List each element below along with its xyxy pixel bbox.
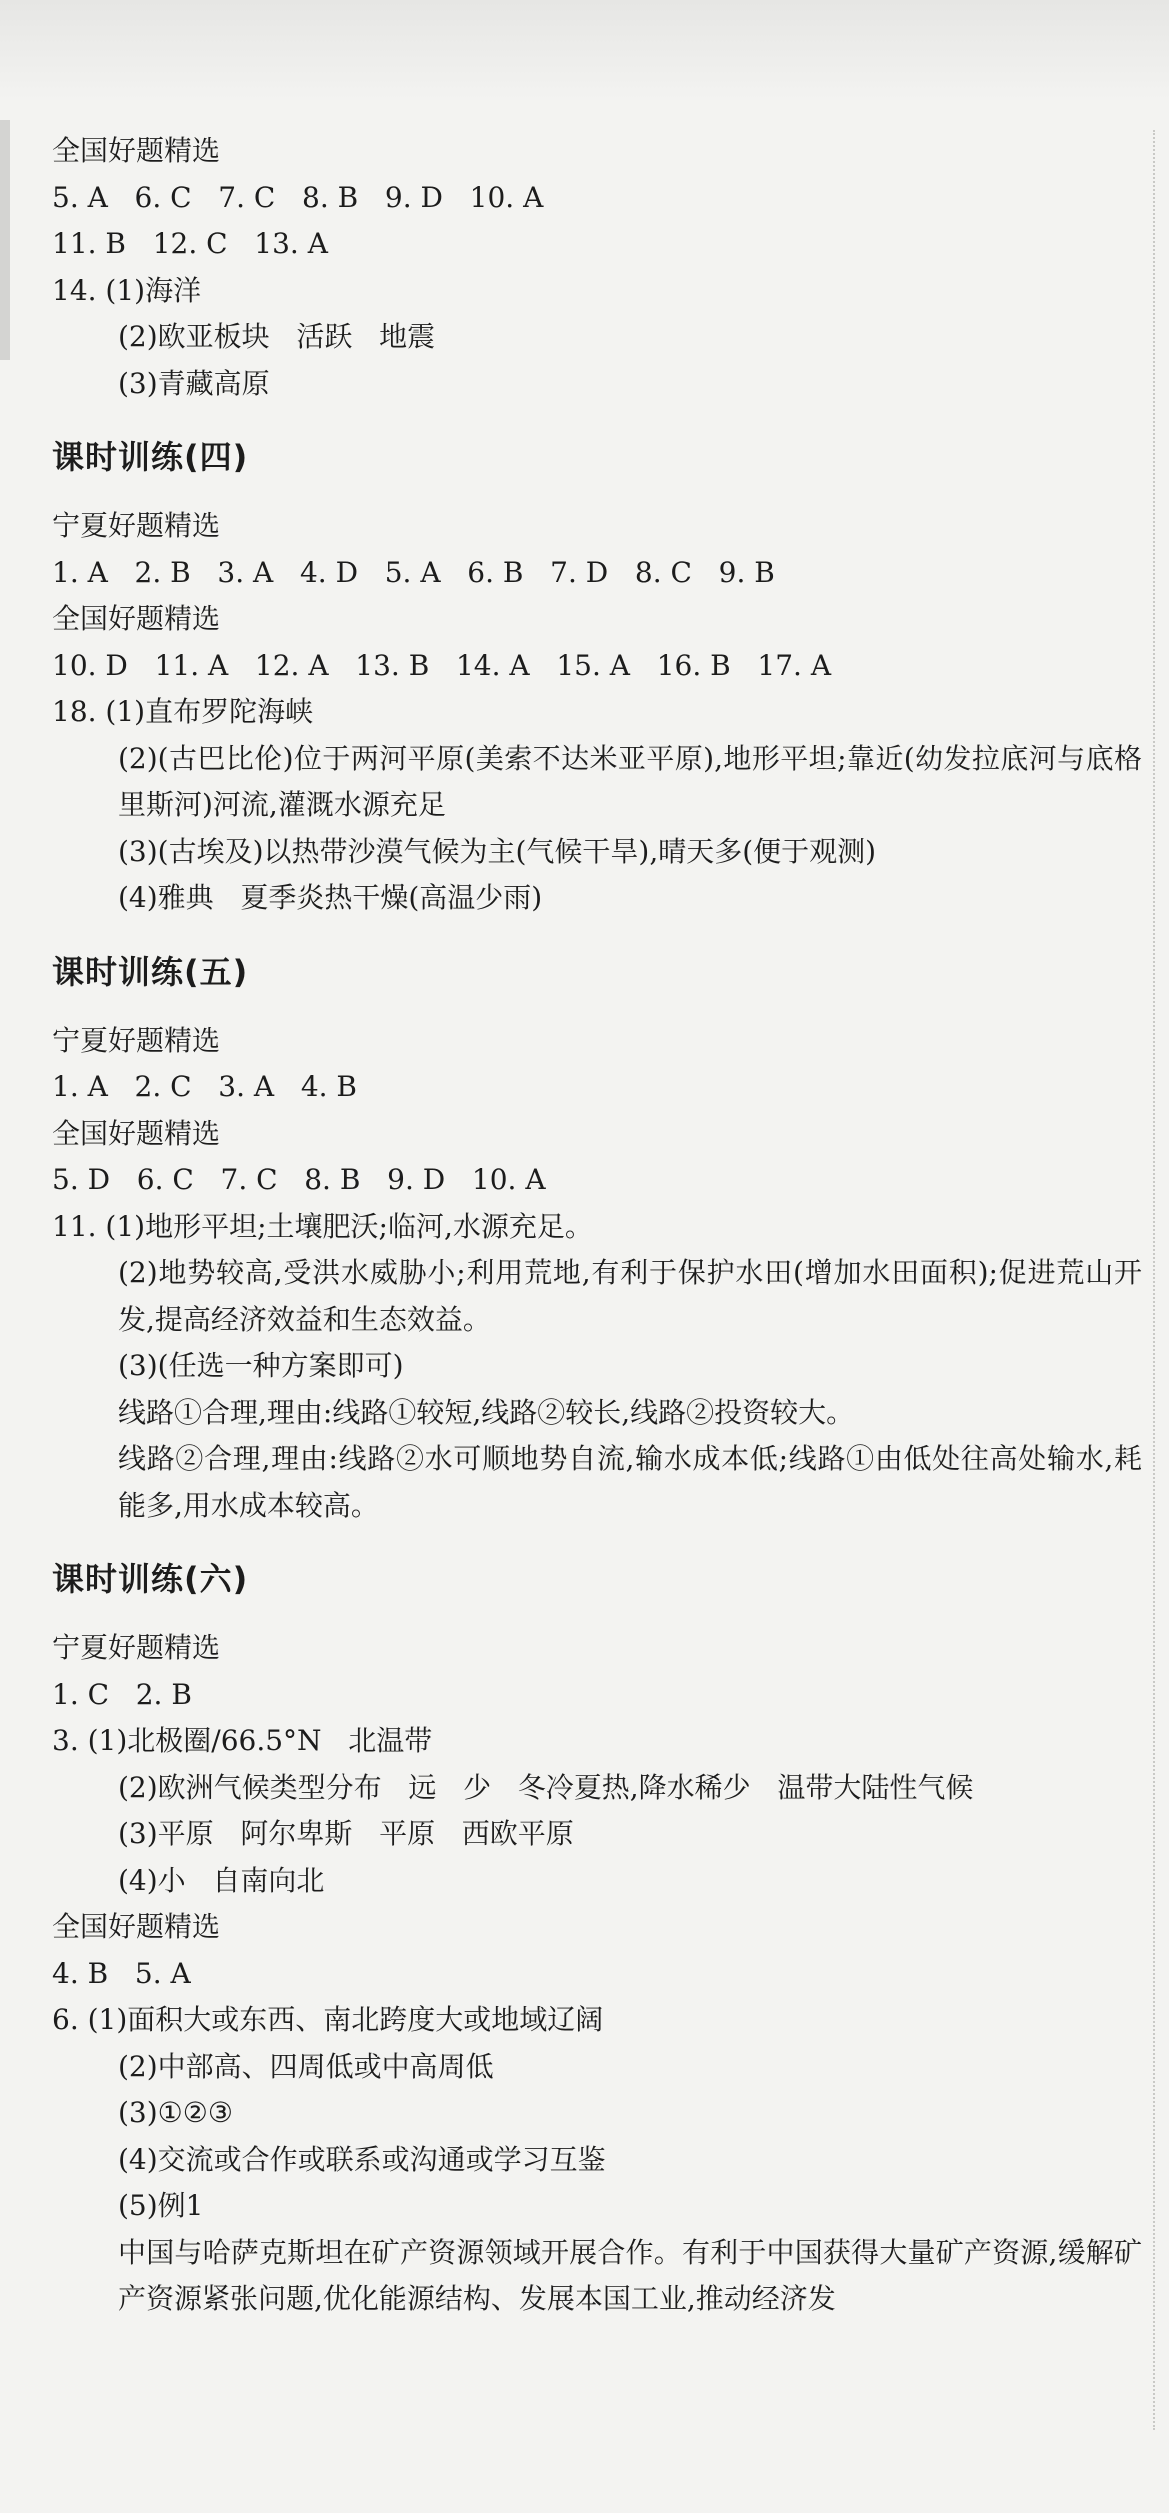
answer-subline: (3)①②③ [118,2096,233,2129]
section-2 [52,948,1142,1530]
answer-paragraph: (2)地势较高,受洪水威胁小;利用荒地,有利于保护水田(增加水田面积);促进荒山开发,提高经济效益和生态效益。 [118,1256,1142,1336]
answer-line: 1. A 2. B 3. A 4. D 5. A 6. B 7. D 8. C 9. B [52,555,775,589]
answer-paragraph: 中国与哈萨克斯坦在矿产资源领域开展合作。有利于中国获得大量矿产资源,缓解矿产资源紧张问题,优化能源结构、发展本国工业,推动经济发 [118,2235,1142,2315]
answer-line: 5. A 6. C 7. C 8. B 9. D 10. A [52,180,544,214]
answer-subline: (4)雅典 夏季炎热干燥(高温少雨) [118,881,543,914]
scan-top-shadow [0,0,1169,100]
section-title: 课时训练(五) [52,952,249,991]
answer-subline: (4)交流或合作或联系或沟通或学习互鉴 [118,2142,606,2176]
subsection-label: 全国好题精选 [52,134,221,167]
section-title: 课时训练(六) [52,1560,249,1598]
subsection-label: 宁夏好题精选 [52,1023,221,1057]
page-margin-line [1153,130,1155,2430]
answer-key-page [52,128,1142,2323]
subsection-label: 全国好题精选 [52,1910,221,1943]
answer-line: 14. (1)海洋 [52,273,202,307]
answer-subline: (5)例1 [118,2189,204,2222]
answer-subline: (2)欧洲气候类型分布 远 少 冬冷夏热,降水稀少 温带大陆性气候 [118,1770,974,1804]
section-0 [52,128,1142,407]
answer-line: 1. C 2. B [52,1677,192,1711]
answer-subline: (4)小 自南向北 [118,1863,325,1897]
answer-line: 5. D 6. C 7. C 8. B 9. D 10. A [52,1163,546,1196]
answer-subline: (3)(古埃及)以热带沙漠气候为主(气候干旱),晴天多(便于观测) [118,834,877,868]
answer-subline: (3)青藏高原 [118,366,270,400]
answer-subline: (3)(任选一种方案即可) [118,1349,404,1382]
section-3 [52,1555,1142,2323]
section-title: 课时训练(四) [52,438,249,476]
answer-line: 6. (1)面积大或东西、南北跨度大或地域辽阔 [52,2003,604,2036]
answer-line: 3. (1)北极圈/66.5°N 北温带 [52,1724,433,1757]
answer-subline: 线路①合理,理由:线路①较短,线路②较长,线路②投资较大。 [118,1395,855,1429]
answer-line: 10. D 11. A 12. A 13. B 14. A 15. A 16. B 17. A [52,648,832,682]
subsection-label: 宁夏好题精选 [52,1631,221,1664]
answer-line: 4. B 5. A [52,1956,191,1990]
answer-paragraph: 线路②合理,理由:线路②水可顺地势自流,输水成本低;线路①由低处往高处输水,耗能多,用水成本较高。 [118,1442,1142,1522]
subsection-label: 全国好题精选 [52,602,221,635]
answer-line: 1. A 2. C 3. A 4. B [52,1070,358,1103]
answer-line: 11. B 12. C 13. A [52,227,328,260]
subsection-label: 宁夏好题精选 [52,509,221,542]
answer-line: 11. (1)地形平坦;土壤肥沃;临河,水源充足。 [52,1209,593,1243]
answer-subline: (3)平原 阿尔卑斯 平原 西欧平原 [118,1817,574,1850]
scan-left-edge [0,120,10,360]
answer-subline: (2)欧亚板块 活跃 地震 [118,320,436,353]
section-1 [52,433,1142,922]
answer-subline: (2)中部高、四周低或中高周低 [118,2049,494,2083]
subsection-label: 全国好题精选 [52,1116,221,1150]
answer-line: 18. (1)直布罗陀海峡 [52,695,314,728]
answer-paragraph: (2)(古巴比伦)位于两河平原(美索不达米亚平原),地形平坦;靠近(幼发拉底河与底格里斯河)河流,灌溉水源充足 [118,741,1142,821]
